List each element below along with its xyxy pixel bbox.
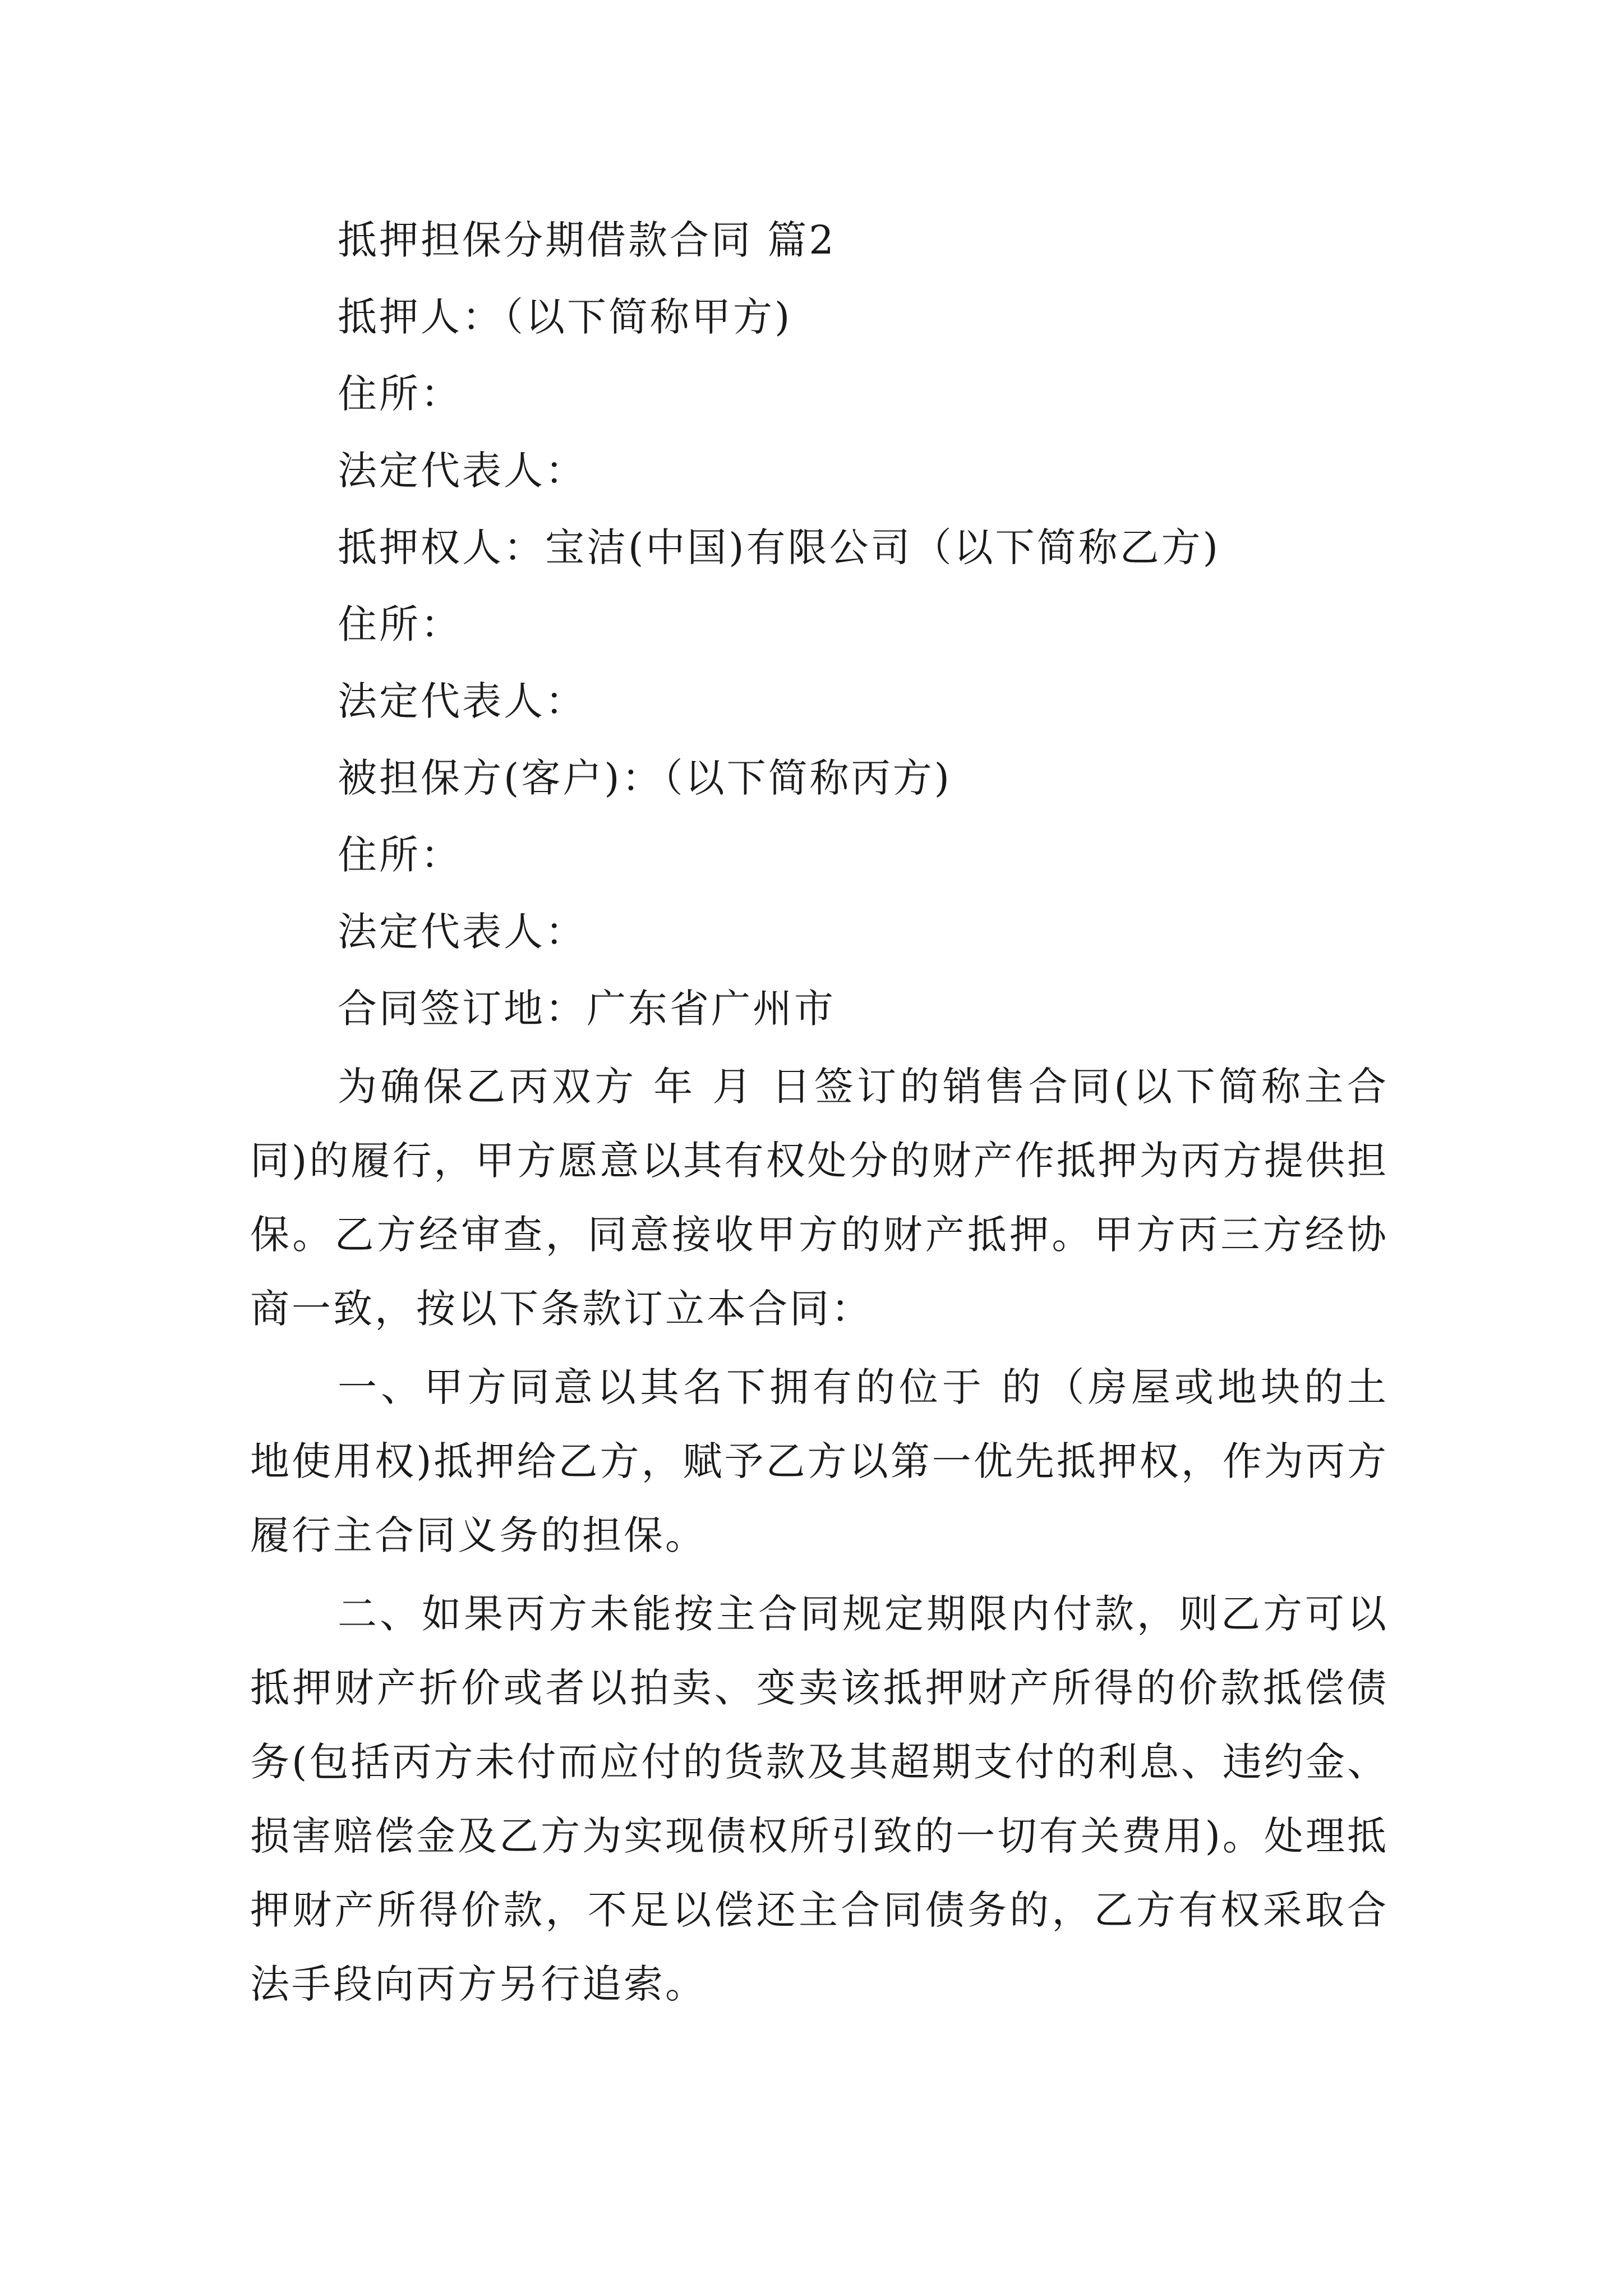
document-body [250, 202, 1389, 2021]
clause-two-paragraph: 二、如果丙方未能按主合同规定期限内付款，则乙方可以抵押财产折价或者以拍卖、变卖该抵押财产所得的价款抵偿债务(包括丙方未付而应付的货款及其超期支付的利息、违约金、损害赔偿金及乙方为实现债权所引致的一切有关费用)。处理抵押财产所得价款，不足以偿还主合同债务的，乙方有权采取合法手段向丙方另行追索。 [250, 1591, 1389, 2007]
document-title: 抵押担保分期借款合同 篇2 [338, 217, 836, 263]
clause-one-paragraph: 一、甲方同意以其名下拥有的位于 的（房屋或地块的土地使用权)抵押给乙方，赋予乙方以第一优先抵押权，作为丙方履行主合同义务的担保。 [250, 1364, 1389, 1558]
mortgagee-address-line: 住所： [338, 601, 462, 647]
guaranteed-party-representative-line: 法定代表人： [338, 909, 587, 955]
mortgagee-representative-line: 法定代表人： [338, 678, 587, 724]
mortgagor-address-line: 住所： [338, 371, 462, 417]
mortgagee-line: 抵押权人：宝洁(中国)有限公司（以下简称乙方) [338, 524, 1220, 570]
guaranteed-party-line: 被担保方(客户)：（以下简称丙方) [338, 755, 952, 801]
guaranteed-party-address-line: 住所： [338, 832, 462, 878]
preamble-paragraph: 为确保乙丙双方 年 月 日签订的销售合同(以下简称主合同)的履行，甲方愿意以其有权处分的财产作抵押为丙方提供担保。乙方经审查，同意接收甲方的财产抵押。甲方丙三方经协商一致，按以下条款订立本合同： [250, 1064, 1389, 1332]
mortgagor-representative-line: 法定代表人： [338, 448, 587, 494]
signing-place-line: 合同签订地：广东省广州市 [338, 986, 836, 1032]
mortgagor-line: 抵押人：（以下简称甲方) [338, 294, 792, 340]
